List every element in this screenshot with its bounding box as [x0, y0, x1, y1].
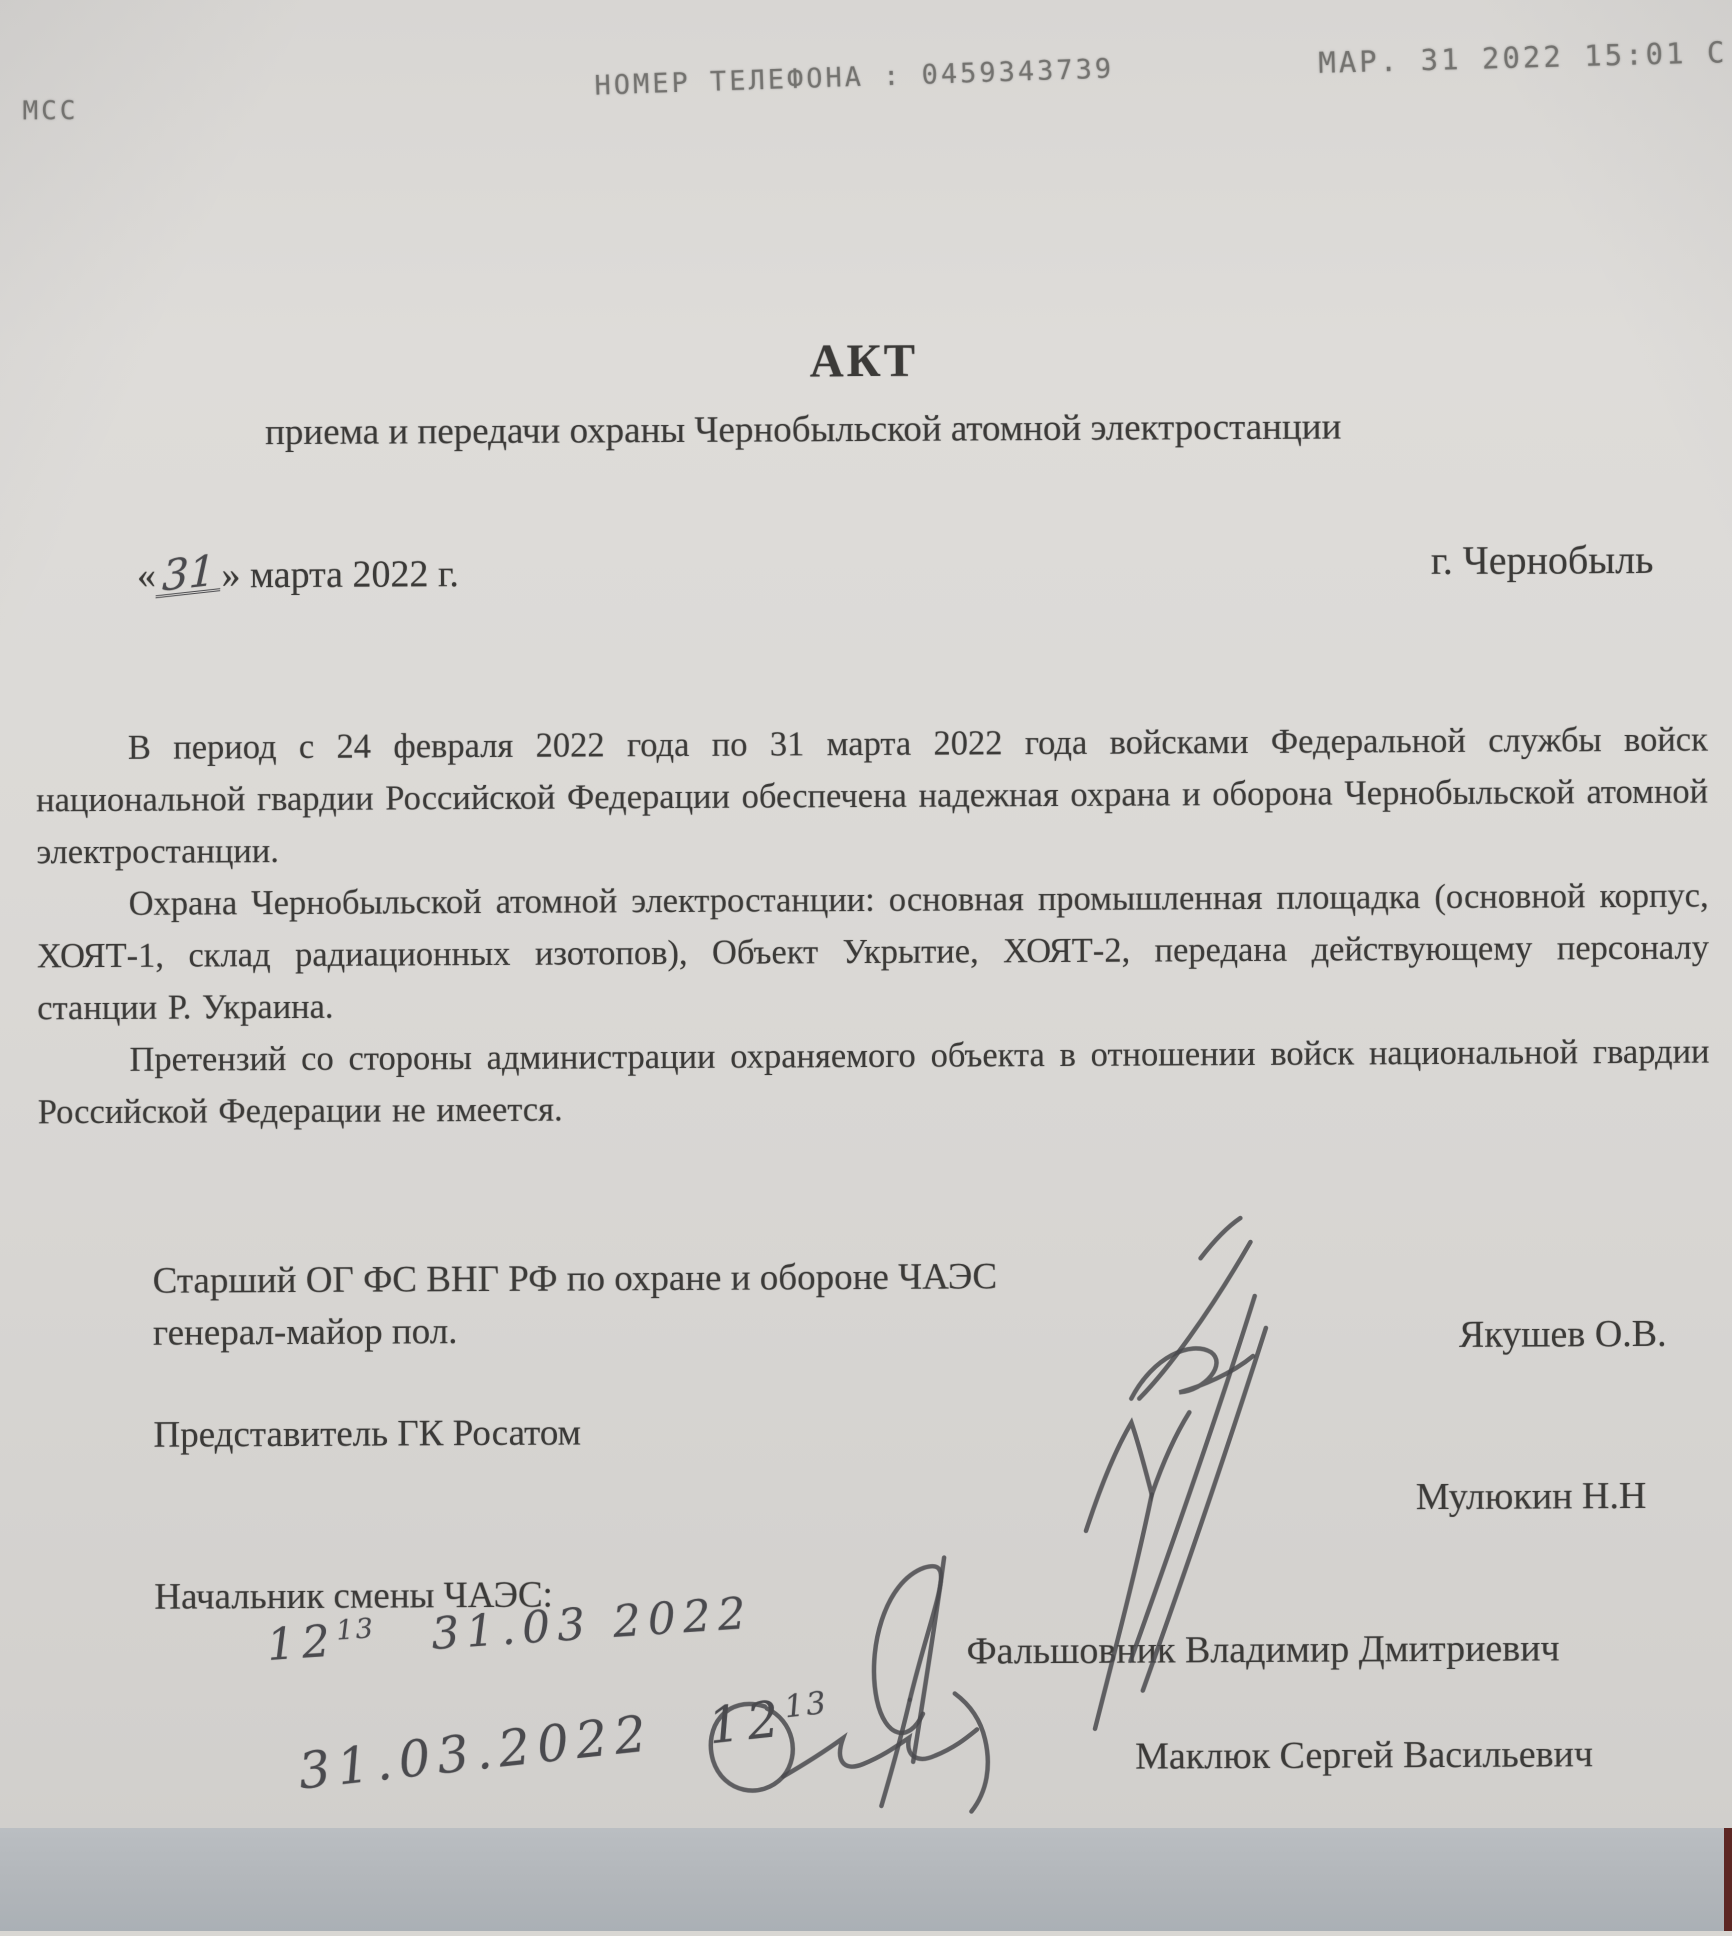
signature-mulyukin: [1085, 1412, 1191, 1729]
scan-bottom-edge: [0, 1828, 1732, 1931]
hw-gap: [376, 1649, 432, 1653]
document-subtitle: приема и передачи охраны Чернобыльской атомной электростанции: [264, 406, 1342, 454]
acceptance-date: 31.03.2022: [295, 1703, 656, 1801]
rosatom-role: Представитель ГК Росатом: [153, 1412, 582, 1456]
commander-role-line1: Старший ОГ ФС ВНГ РФ по охране и обороне ЧАЭС: [152, 1256, 998, 1302]
date-day-handwritten: 31: [156, 552, 222, 599]
shift-chief-role: Начальник смены ЧАЭС:: [154, 1574, 554, 1618]
acceptor-name: Маклюк Сергей Васильевич: [1135, 1733, 1594, 1778]
dateline: [136, 545, 459, 601]
document-title: АКТ: [809, 334, 919, 388]
shift-time-minutes: 13: [335, 1613, 376, 1647]
body-paragraph-1: В период с 24 февраля 2022 года по 31 марта 2022 года войсками Федеральной службы войск национальной гвардии Российской Федерации обеспечена надежная охрана и оборона Чернобыльской атомной электростанции.: [36, 720, 1709, 872]
place-name: г. Чернобыль: [1430, 536, 1654, 584]
date-rest: » марта 2022 г.: [221, 553, 459, 597]
acceptance-time: 12: [705, 1689, 789, 1756]
shift-chief-name: Фальшовник Владимир Дмитриевич: [966, 1627, 1560, 1673]
body-paragraph-2: Охрана Чернобыльской атомной электростанции: основная промышленная площадка (основной корпус, ХОЯТ-1, склад радиационных изотопов), Объект Укрытие, ХОЯТ-2, передана действующему персоналу станции Р. Украина.: [36, 876, 1710, 1028]
fax-phone-number: НОМЕР ТЕЛЕФОНА : 0459343739: [593, 53, 1115, 102]
fax-datetime-stamp: МАР. 31 2022 15:01 С: [1317, 35, 1728, 80]
fax-station-id: МСС: [22, 96, 79, 127]
shift-time: 12: [265, 1615, 339, 1671]
rosatom-name: Мулюкин Н.Н: [1415, 1474, 1647, 1519]
shift-date: 31.03 2022: [429, 1587, 755, 1661]
body-paragraph-3: Претензий со стороны администрации охраняемого объекта в отношении войск национальной гвардии Российской Федерации не имеется.: [37, 1032, 1710, 1132]
commander-role-line2: генерал-майор пол.: [152, 1311, 458, 1354]
handwritten-acceptance-timestamp: [296, 1685, 833, 1801]
date-open-quote: «: [136, 554, 157, 597]
hw-gap: [655, 1744, 711, 1750]
commander-name: Якушев О.В.: [1458, 1312, 1667, 1356]
acceptance-time-minutes: 13: [782, 1684, 830, 1726]
signature-falshovnik: [873, 1558, 945, 1806]
scan-corner-sliver: [1724, 1828, 1732, 1931]
body-text: [36, 714, 1710, 1139]
signature-yakushev: [1128, 1218, 1267, 1691]
